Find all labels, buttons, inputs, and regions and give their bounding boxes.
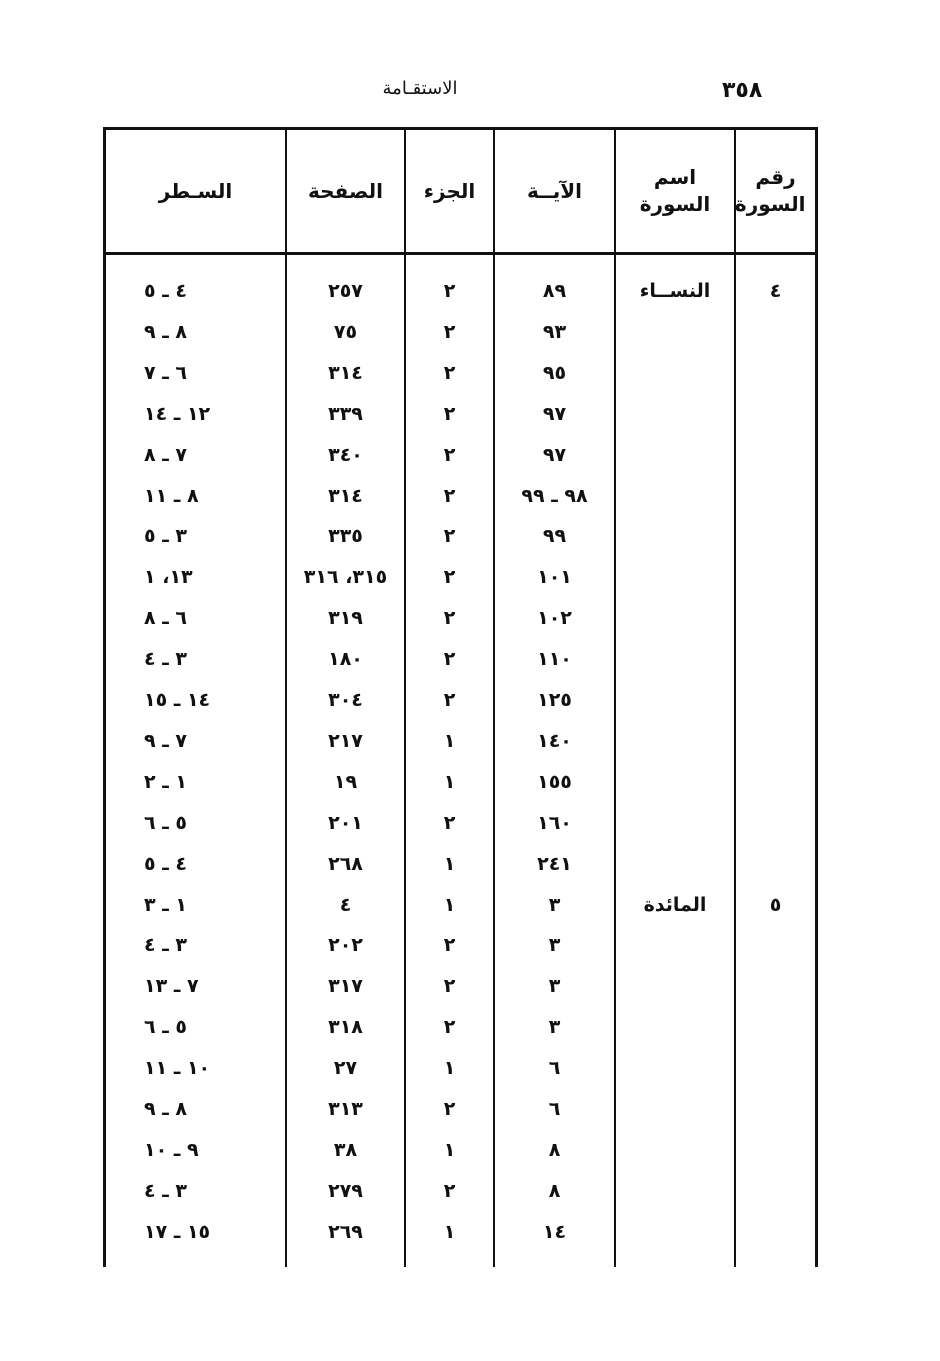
cell-part: ٢	[443, 443, 456, 466]
cell-surah-number	[736, 1007, 815, 1048]
cell-part: ٢	[443, 934, 456, 957]
cell-surah-number	[736, 394, 815, 435]
cell-part: ٢	[443, 975, 456, 998]
cell-ayah: ٨	[548, 1179, 561, 1202]
cell-line: ٤ ـ ٥	[144, 852, 187, 875]
cell-line: ٦ ـ ٧	[144, 361, 187, 384]
cell-surah-name	[616, 1089, 734, 1130]
cell-line: ٥ ـ ٦	[144, 811, 187, 834]
cell-line: ٣ ـ ٤	[144, 1179, 187, 1202]
cell-part: ١	[443, 852, 456, 875]
cell-surah-number	[736, 557, 815, 598]
cell-ayah: ٢٤١	[537, 852, 572, 875]
cell-surah-name	[616, 925, 734, 966]
cell-ayah: ٨٩	[542, 280, 567, 302]
cell-ayah: ٨	[548, 1138, 561, 1161]
book-title: الاستقـامة	[382, 78, 458, 99]
cell-part: ١	[443, 1138, 456, 1161]
cell-part: ٢	[443, 280, 456, 302]
cell-surah-number	[736, 1212, 815, 1253]
cell-surah-name	[616, 721, 734, 762]
column-header-surah-number: رقم السورة	[734, 165, 806, 216]
cell-line: ١ ـ ٣	[144, 893, 187, 916]
cell-page: ٢٦٩	[328, 1220, 363, 1243]
cell-ayah: ١٠١	[537, 566, 572, 589]
cell-ayah: ٣	[548, 893, 561, 916]
cell-page: ٣١٤	[328, 484, 363, 507]
cell-part: ٢	[443, 648, 456, 671]
index-table	[103, 127, 818, 1267]
cell-surah-number	[736, 1048, 815, 1089]
cell-part: ٢	[443, 1016, 456, 1039]
cell-page: ١٨٠	[328, 648, 363, 671]
cell-surah-name	[616, 598, 734, 639]
cell-line: ٤ ـ ٥	[144, 280, 187, 302]
cell-ayah: ٩٣	[542, 320, 567, 343]
cell-surah-number	[736, 639, 815, 680]
cell-ayah: ١٤٠	[537, 729, 572, 752]
cell-line: ١٥ ـ ١٧	[144, 1220, 211, 1243]
cell-page: ٣١٧	[328, 975, 363, 998]
cell-line: ١٤ ـ ١٥	[144, 689, 211, 711]
cell-line: ١٣، ١	[144, 566, 193, 589]
cell-surah-number: ٥	[769, 893, 782, 916]
cell-line: ٧ ـ ٨	[144, 443, 187, 466]
cell-part: ١	[443, 1220, 456, 1243]
cell-part: ٢	[443, 402, 456, 425]
cell-ayah: ٣	[548, 934, 561, 957]
cell-surah-name	[616, 639, 734, 680]
cell-page: ٣١٣	[328, 1098, 363, 1120]
cell-page: ١٩	[333, 770, 358, 793]
cell-page: ٢٥٧	[328, 280, 363, 302]
cell-surah-name: المائدة	[643, 893, 707, 916]
cell-ayah: ١١٠	[537, 648, 572, 671]
cell-surah-number: ٤	[769, 280, 782, 302]
cell-part: ٢	[443, 484, 456, 507]
cell-page: ٢٧٩	[328, 1179, 363, 1202]
page-number: ٣٥٨	[722, 78, 763, 103]
cell-surah-number	[736, 476, 815, 517]
cell-ayah: ٩٨ ـ ٩٩	[521, 484, 588, 507]
header-divider	[106, 252, 815, 255]
cell-surah-name	[616, 1048, 734, 1089]
running-head	[0, 78, 940, 108]
cell-surah-name	[616, 803, 734, 844]
column-header-ayah: الآيــة	[526, 178, 583, 203]
cell-surah-number	[736, 516, 815, 557]
cell-part: ١	[443, 770, 456, 793]
cell-line: ١٠ ـ ١١	[144, 1057, 211, 1080]
cell-surah-number	[736, 844, 815, 885]
cell-page: ٣١٥، ٣١٦	[303, 566, 388, 589]
cell-ayah: ٣	[548, 1016, 561, 1039]
cell-surah-number	[736, 721, 815, 762]
cell-line: ٩ ـ ١٠	[144, 1138, 199, 1161]
column-header-part: الجزء	[423, 178, 476, 203]
cell-ayah: ٩٧	[542, 402, 567, 425]
cell-surah-name	[616, 476, 734, 517]
cell-page: ٣٠٤	[328, 689, 363, 711]
cell-line: ٣ ـ ٤	[144, 648, 187, 671]
cell-surah-number	[736, 966, 815, 1007]
cell-surah-name	[616, 353, 734, 394]
cell-page: ٣١٤	[328, 361, 363, 384]
cell-surah-number	[736, 353, 815, 394]
cell-part: ٢	[443, 607, 456, 630]
cell-ayah: ١٥٥	[537, 770, 572, 793]
cell-page: ٢٠١	[328, 811, 363, 834]
cell-page: ٣١٩	[328, 607, 363, 630]
cell-surah-number	[736, 680, 815, 721]
cell-surah-name	[616, 1007, 734, 1048]
cell-part: ٢	[443, 1179, 456, 1202]
cell-ayah: ١٠٢	[537, 607, 572, 630]
cell-ayah: ١٤	[542, 1220, 567, 1243]
cell-part: ١	[443, 729, 456, 752]
column-header-line: السـطر	[158, 178, 233, 203]
cell-ayah: ٩٥	[542, 361, 567, 384]
cell-part: ٢	[443, 689, 456, 711]
cell-page: ٤	[339, 893, 352, 916]
cell-line: ٨ ـ ٩	[144, 1098, 187, 1120]
cell-ayah: ١٢٥	[537, 689, 572, 711]
cell-page: ٢١٧	[328, 729, 363, 752]
cell-part: ١	[443, 1057, 456, 1080]
cell-line: ٦ ـ ٨	[144, 607, 187, 630]
cell-line: ٣ ـ ٥	[144, 525, 187, 548]
cell-surah-number	[736, 925, 815, 966]
cell-part: ٢	[443, 566, 456, 589]
cell-surah-number	[736, 1130, 815, 1171]
cell-page: ٣٨	[333, 1138, 358, 1161]
cell-line: ٧ ـ ٩	[144, 729, 187, 752]
cell-line: ١٢ ـ ١٤	[144, 402, 211, 425]
cell-page: ٣١٨	[328, 1016, 363, 1039]
column-header-page: الصفحة	[308, 178, 384, 203]
cell-part: ١	[443, 893, 456, 916]
cell-surah-number	[736, 435, 815, 476]
cell-surah-number	[736, 803, 815, 844]
cell-part: ٢	[443, 525, 456, 548]
cell-surah-name	[616, 394, 734, 435]
cell-surah-name	[616, 844, 734, 885]
cell-part: ٢	[443, 320, 456, 343]
cell-ayah: ٩٧	[542, 443, 567, 466]
cell-surah-name	[616, 762, 734, 803]
cell-surah-name	[616, 557, 734, 598]
cell-surah-number	[736, 312, 815, 353]
cell-ayah: ٦	[548, 1098, 561, 1120]
cell-part: ٢	[443, 811, 456, 834]
cell-surah-name	[616, 1130, 734, 1171]
cell-surah-number	[736, 1171, 815, 1212]
cell-ayah: ٦	[548, 1057, 561, 1080]
cell-surah-name: النســاء	[639, 280, 711, 302]
cell-surah-name	[616, 1171, 734, 1212]
cell-surah-name	[616, 435, 734, 476]
cell-page: ٢٧	[333, 1057, 358, 1080]
cell-surah-name	[616, 966, 734, 1007]
cell-line: ٨ ـ ١١	[144, 484, 199, 507]
cell-page: ٢٠٢	[328, 934, 363, 957]
cell-ayah: ١٦٠	[537, 811, 572, 834]
cell-line: ٨ ـ ٩	[144, 320, 187, 343]
cell-surah-name	[616, 1212, 734, 1253]
cell-line: ٥ ـ ٦	[144, 1016, 187, 1039]
cell-page: ٣٣٩	[328, 402, 363, 425]
cell-surah-number	[736, 598, 815, 639]
cell-ayah: ٩٩	[542, 525, 567, 548]
cell-page: ٢٦٨	[328, 852, 363, 875]
cell-line: ١ ـ ٢	[144, 770, 187, 793]
cell-part: ٢	[443, 1098, 456, 1120]
cell-surah-number	[736, 1089, 815, 1130]
cell-ayah: ٣	[548, 975, 561, 998]
column-header-surah-name: اسم السورة	[639, 165, 711, 216]
cell-surah-number	[736, 762, 815, 803]
cell-line: ٣ ـ ٤	[144, 934, 187, 957]
cell-page: ٣٣٥	[328, 525, 363, 548]
cell-line: ٧ ـ ١٣	[144, 975, 199, 998]
cell-surah-name	[616, 516, 734, 557]
cell-part: ٢	[443, 361, 456, 384]
cell-surah-name	[616, 312, 734, 353]
cell-page: ٣٤٠	[328, 443, 363, 466]
cell-surah-name	[616, 680, 734, 721]
cell-page: ٧٥	[333, 320, 358, 343]
